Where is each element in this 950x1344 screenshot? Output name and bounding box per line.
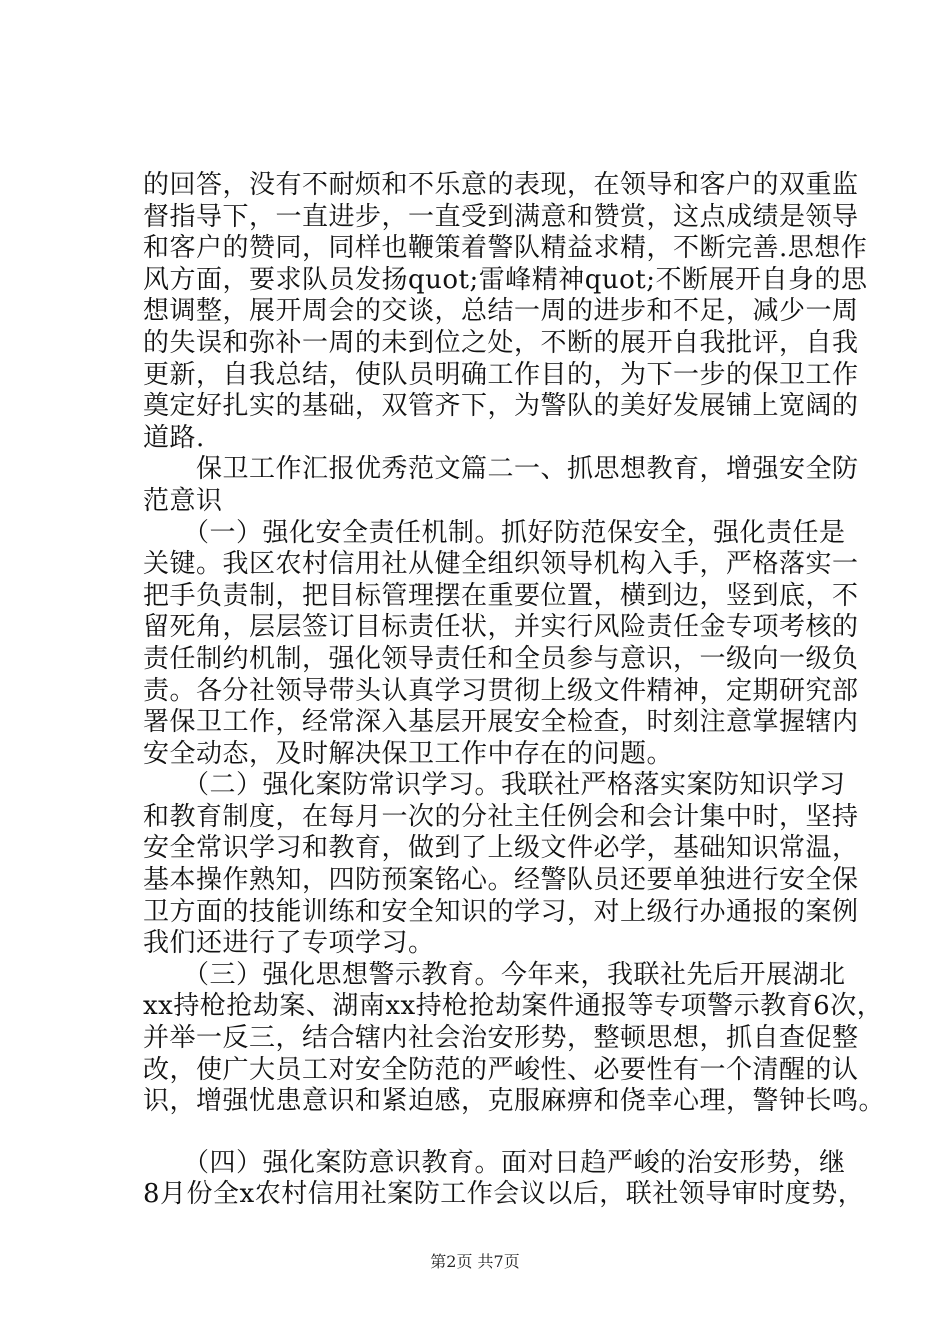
text-line: 安全动态，及时解决保卫工作中存在的问题。 <box>143 738 674 769</box>
text-line: 责。各分社领导带头认真学习贯彻上级文件精神，定期研究部 <box>143 675 859 706</box>
text-line: 想调整，展开周会的交谈，总结一周的进步和不足，减少一周 <box>143 296 859 327</box>
text-line: （一）强化安全责任机制。抓好防范保安全，强化责任是 <box>143 517 846 548</box>
text-line: （二）强化案防常识学习。我联社严格落实案防知识学习 <box>143 770 846 801</box>
text-line: 责任制约机制，强化领导责任和全员参与意识，一级向一级负 <box>143 643 859 674</box>
text-line: xx持枪抢劫案、湖南xx持枪抢劫案件通报等专项警示教育6次， <box>143 991 884 1022</box>
paragraph-gap <box>143 1118 833 1148</box>
text-line: 和教育制度，在每月一次的分社主任例会和会计集中时，坚持 <box>143 801 859 832</box>
text-line: 风方面，要求队员发扬quot;雷峰精神quot;不断展开自身的思 <box>143 264 868 295</box>
page-footer: 第2页 共7页 <box>430 1252 520 1271</box>
text-line: 卫方面的技能训练和安全知识的学习，对上级行办通报的案例 <box>143 896 859 927</box>
text-line: 并举一反三，结合辖内社会治安形势，整顿思想，抓自查促整 <box>143 1023 859 1054</box>
text-line: 的失误和弥补一周的未到位之处，不断的展开自我批评，自我 <box>143 327 859 358</box>
text-line: 留死角，层层签订目标责任状，并实行风险责任金专项考核的 <box>143 612 859 643</box>
text-line: 8月份全x农村信用社案防工作会议以后，联社领导审时度势， <box>143 1179 865 1210</box>
text-line: 道路. <box>143 422 205 453</box>
text-line: 更新，自我总结，使队员明确工作目的，为下一步的保卫工作 <box>143 359 859 390</box>
text-line: 署保卫工作，经常深入基层开展安全检查，时刻注意掌握辖内 <box>143 707 859 738</box>
text-line: 改，使广大员工对安全防范的严峻性、必要性有一个清醒的认 <box>143 1054 859 1085</box>
document-body <box>143 170 886 1211</box>
section-heading-line: 保卫工作汇报优秀范文篇二一、抓思想教育，增强安全防 <box>143 454 859 485</box>
text-line: 把手负责制，把目标管理摆在重要位置，横到边，竖到底，不 <box>143 580 859 611</box>
text-line: 基本操作熟知，四防预案铭心。经警队员还要单独进行安全保 <box>143 865 859 896</box>
text-line: 我们还进行了专项学习。 <box>143 928 435 959</box>
text-line: 的回答，没有不耐烦和不乐意的表现，在领导和客户的双重监 <box>143 170 859 200</box>
text-line: 和客户的赞同，同样也鞭策着警队精益求精，不断完善.思想作 <box>143 233 868 264</box>
section-heading-line: 范意识 <box>143 485 223 516</box>
text-line: 督指导下，一直进步，一直受到满意和赞赏，这点成绩是领导 <box>143 201 859 232</box>
text-line: 关键。我区农村信用社从健全组织领导机构入手，严格落实一 <box>143 549 859 580</box>
text-line: （四）强化案防意识教育。面对日趋严峻的治安形势，继 <box>143 1147 846 1178</box>
text-line: （三）强化思想警示教育。今年来，我联社先后开展湖北 <box>143 959 846 990</box>
text-line: 安全常识学习和教育，做到了上级文件必学，基础知识常温， <box>143 833 859 864</box>
text-line: 识，增强忧患意识和紧迫感，克服麻痹和侥幸心理，警钟长鸣。 <box>143 1086 886 1117</box>
text-line: 奠定好扎实的基础，双管齐下，为警队的美好发展铺上宽阔的 <box>143 391 859 422</box>
